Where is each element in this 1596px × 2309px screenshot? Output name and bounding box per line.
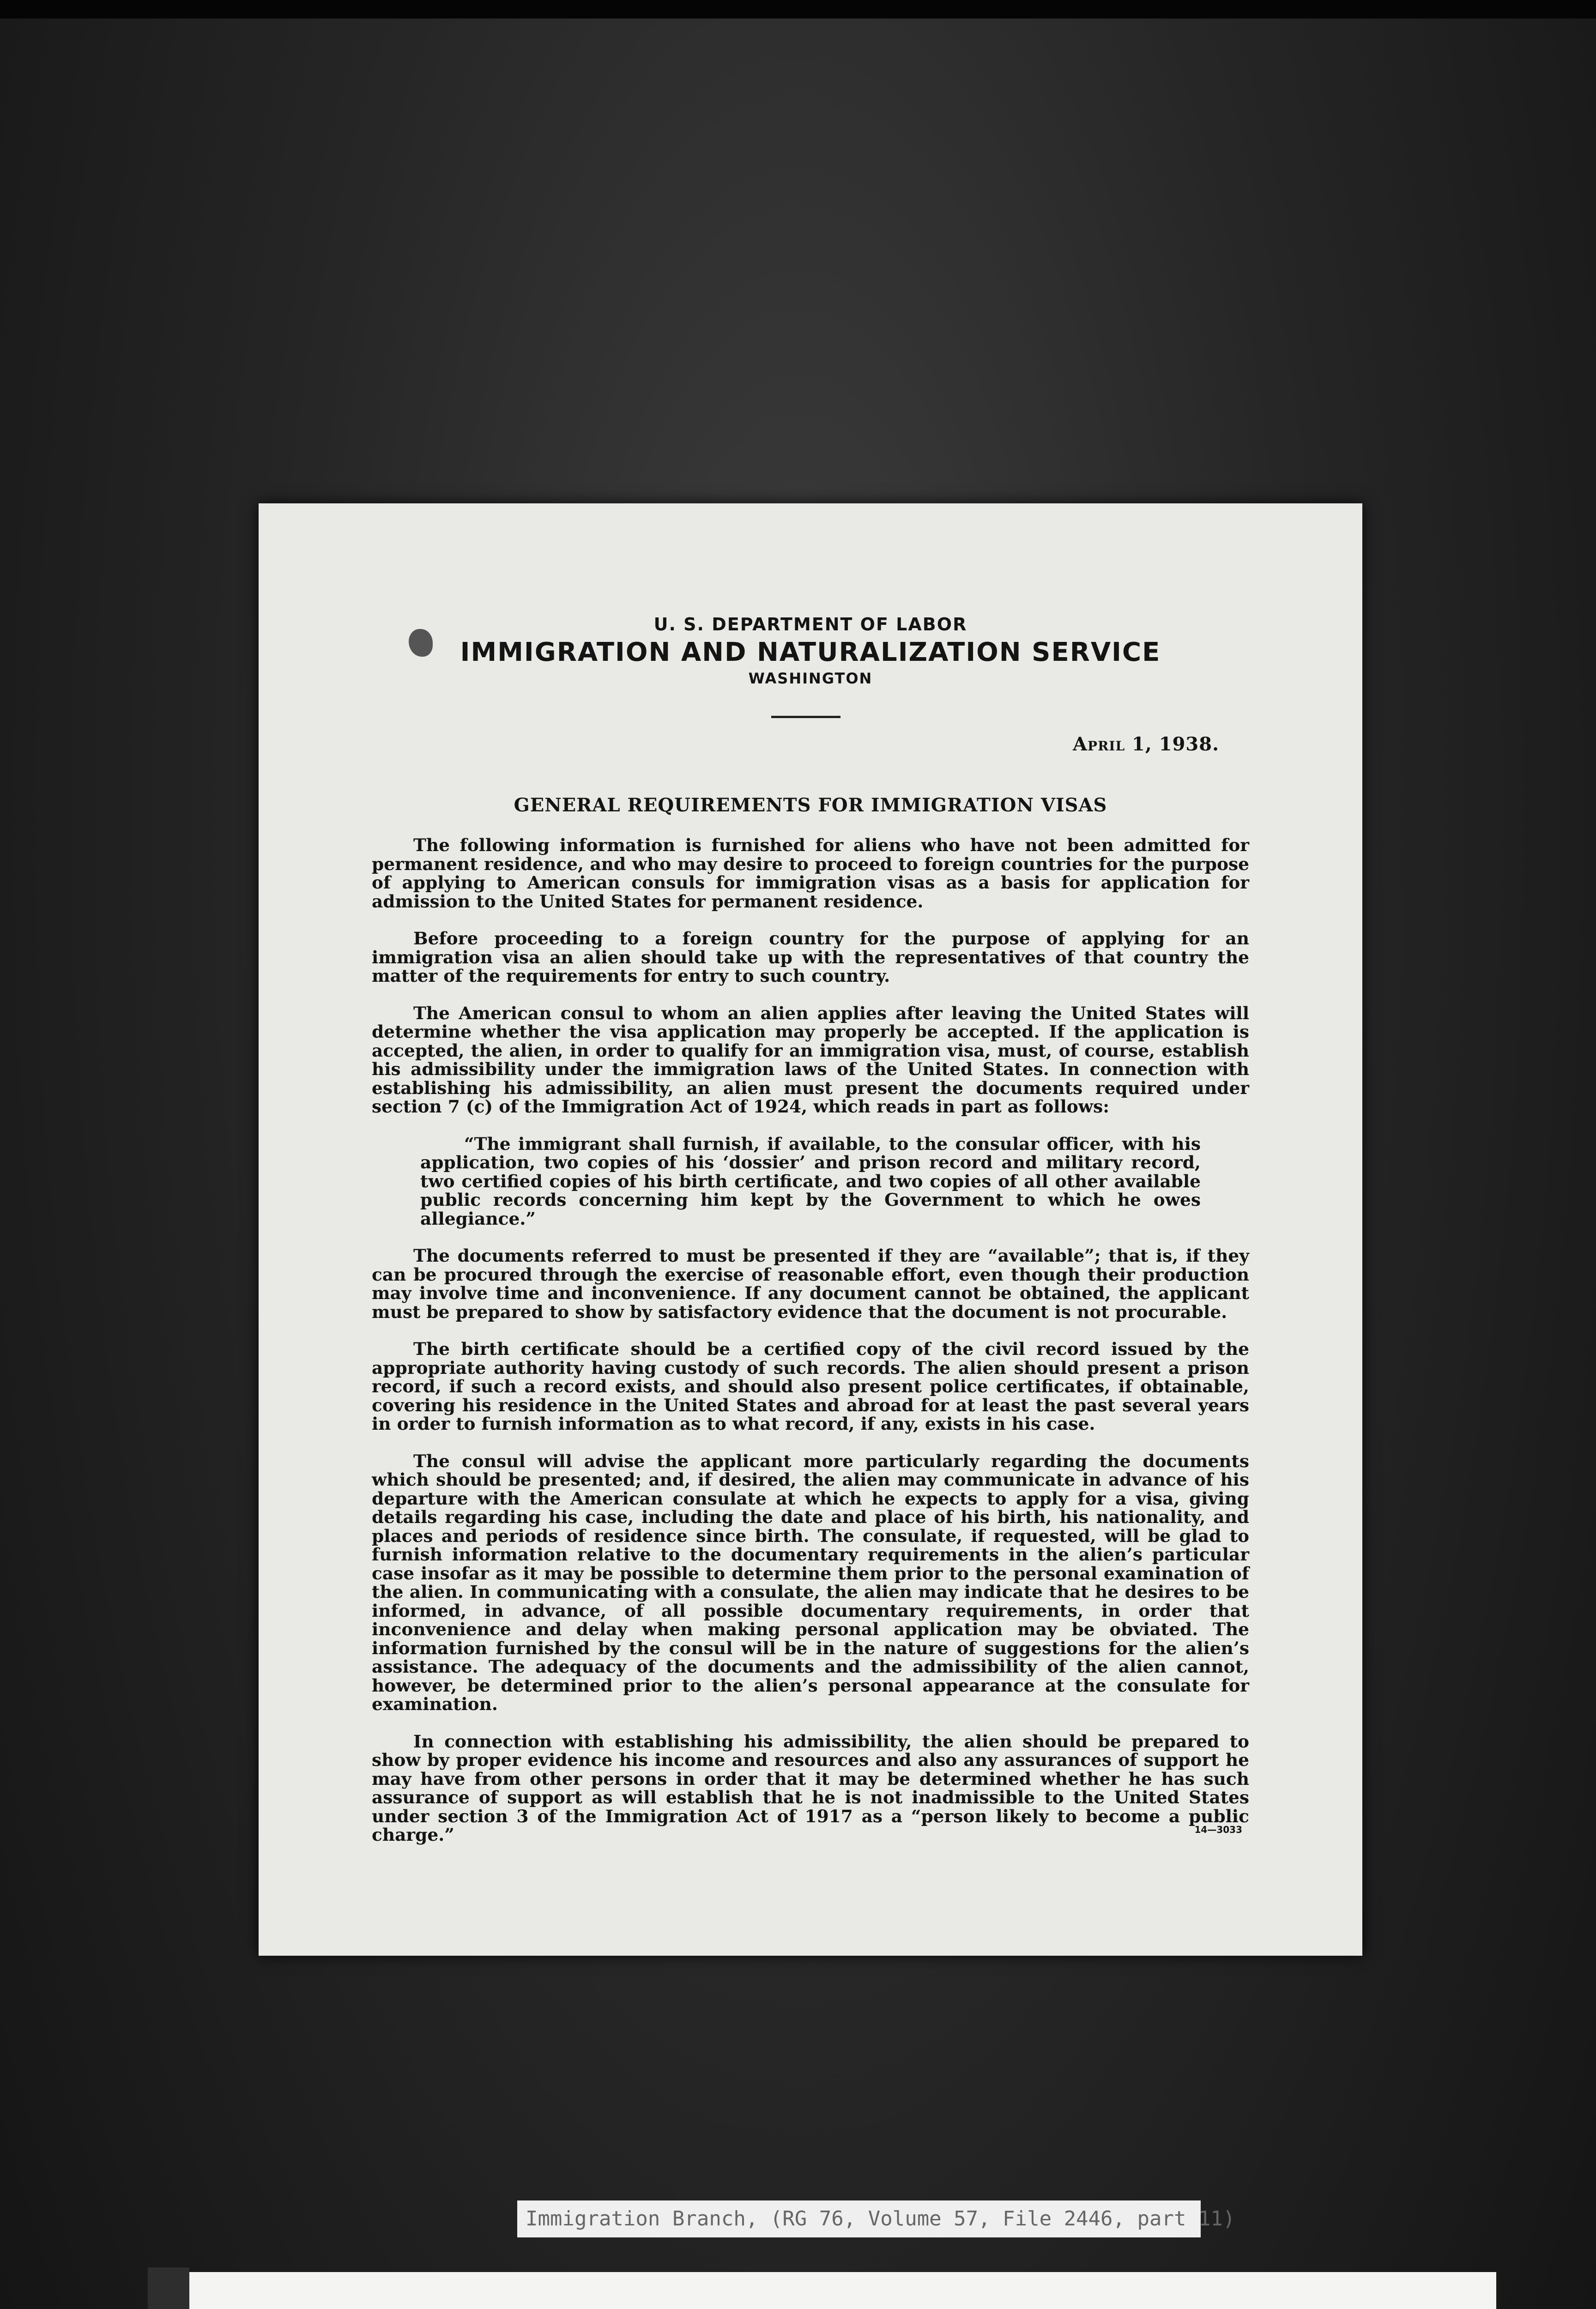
document-page bbox=[259, 503, 1362, 1956]
city-heading: WASHINGTON bbox=[748, 670, 873, 687]
archive-reference-label: Immigration Branch, (RG 76, Volume 57, File 2446, part 11) bbox=[517, 2200, 1201, 2237]
heading-divider bbox=[771, 716, 840, 718]
paragraph: The consul will advise the applicant more particularly regarding the documents which should be presented; and, if desired, the alien may communicate in advance of his departure with the American consulate at which he expects to apply for a visa, giving details regarding his case, including the date and place of his birth, his nationality, and places and periods of residence since birth. The consulate, if requested, will be glad to furnish information relative to the documentary requirements in the alien’s particular case insofar as it may be possible to determine them prior to the personal examination of the alien. In communicating with a consulate, the alien may indicate that he desires to be informed, in advance, of all possible documentary requirements, in order that inconvenience and delay when making personal application may be obviated. The information furnished by the consul will be in the nature of suggestions for the alien’s assistance. The adequacy of the documents and the admissibility of the alien cannot, however, be determined prior to the alien’s personal appearance at the consulate for examination. bbox=[372, 1451, 1249, 1714]
paragraph: The documents referred to must be presented if they are “available”; that is, if they can be procured through the exercise of reasonable effort, even though their production may involve time and inconvenience. If any document cannot be obtained, the applicant must be prepared to show by satisfactory evidence that the document is not procurable. bbox=[372, 1245, 1249, 1322]
quoted-statute: “The immigrant shall furnish, if available, to the consular officer, with his application, two copies of his ‘dossier’ and prison record and military record, two certified copies of his birth certificate, and two copies of all other available public records concerning him kept by the Government to which he owes allegiance.” bbox=[420, 1133, 1201, 1229]
paragraph: The birth certificate should be a certified copy of the civil record issued by the appropriate authority having custody of such records. The alien should present a prison record, if such a record exists, and should also present police certificates, if obtainable, covering his residence in the United States and abroad for at least the past several years in order to furnish information as to what record, if any, exists in his case. bbox=[372, 1339, 1249, 1434]
frame-top-edge bbox=[0, 0, 1596, 18]
department-heading: U. S. DEPARTMENT OF LABOR bbox=[653, 614, 967, 635]
paragraph: Before proceeding to a foreign country for the purpose of applying for an immigration visa an alien should take up with the representatives of that country the matter of the requirements for entry to such country. bbox=[372, 928, 1249, 986]
paragraph: The American consul to whom an alien applies after leaving the United States will determine whether the visa application may properly be accepted. If the application is accepted, the alien, in order to qualify for an immigration visa, must, of course, establish his admissibility under the immigration laws of the United States. In connection with establishing his admissibility, an alien must present the documents required under section 7 (c) of the Immigration Act of 1924, which reads in part as follows: bbox=[372, 1003, 1249, 1117]
paragraph: In connection with establishing his admissibility, the alien should be prepared to show by proper evidence his income and resources and also any assurances of support he may have from other persons in order that it may be determined whether he has such assurance of support as will establish that he is not inadmissible to the United States under section 3 of the Immigration Act of 1917 as a “person likely to become a public charge.” bbox=[372, 1731, 1249, 1845]
document-body bbox=[372, 836, 1249, 1863]
service-heading: IMMIGRATION AND NATURALIZATION SERVICE bbox=[460, 637, 1161, 667]
archives-card bbox=[189, 2272, 1496, 2309]
document-title: GENERAL REQUIREMENTS FOR IMMIGRATION VISAS bbox=[514, 794, 1107, 816]
form-number: 14—3033 bbox=[1194, 1824, 1242, 1835]
paragraph: The following information is furnished for aliens who have not been admitted for permanent residence, and who may desire to proceed to foreign countries for the purpose of applying to American consuls for immigration visas as a basis for application for admission to the United States for permanent residence. bbox=[372, 835, 1249, 912]
document-date: April 1, 1938. bbox=[1072, 733, 1219, 755]
card-holder-bracket bbox=[148, 2267, 189, 2309]
